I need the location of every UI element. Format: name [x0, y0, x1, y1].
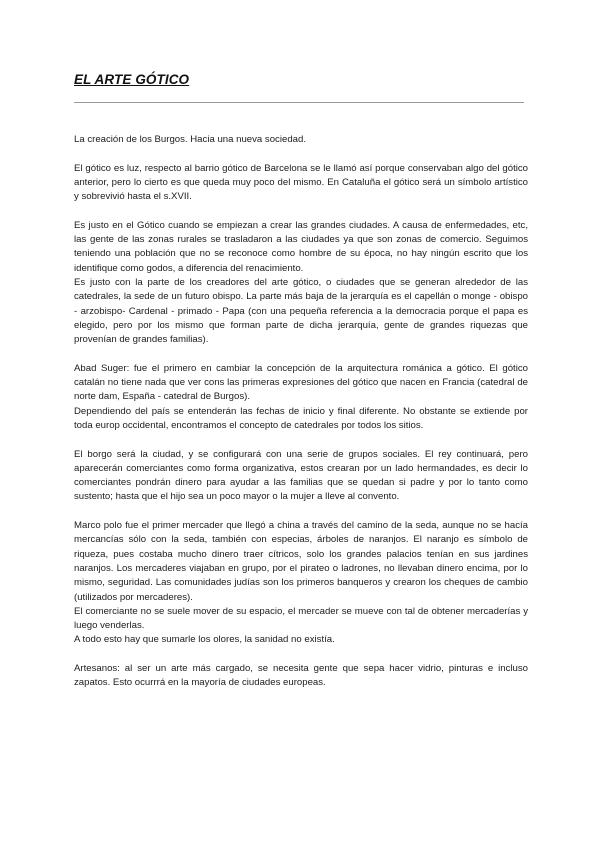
title-divider: [74, 102, 524, 103]
paragraph-olores: A todo esto hay que sumarle los olores, la sanidad no existía.: [74, 634, 335, 646]
paragraph-gotico-luz: El gótico es luz, respecto al barrio gótico de Barcelona se le llamó así porque conservaban algo del gótico anterior, pero lo cierto es que queda muy poco del mismo. En Cataluña el gótico será un símbolo artístico y sobrevivió hasta el s.XVII.: [74, 162, 528, 203]
paragraph-artesanos: Artesanos: al ser un arte más cargado, se necesita gente que sepa hacer vidrio, pinturas e incluso zapatos. Esto ocurrrá en la mayoría de ciudades europeas.: [74, 662, 528, 689]
document-body: [74, 133, 528, 691]
paragraph-jerarquia: Es justo con la parte de los creadores del arte gótico, o ciudades que se generan alrededor de las catedrales, la sede de un futuro obispo. La parte más baja de la jerarquía es el capellán o monge - obispo - arzobispo- Cardenal - primado - Papa (con una pequeña referencia a la democracia porque el papa es elegido, pero por los mismo que forman parte de dicha jerarquía, gente de grandes riquezas que provenían de grandes familias).: [74, 276, 528, 346]
paragraph-ciudades: Es justo en el Gótico cuando se empiezan a crear las grandes ciudades. A causa de enfermedades, etc, las gente de las zonas rurales se trasladaron a las ciudades ya que son zonas de comercio. Seguimos teniendo una población que no se reconoce como hombre de su época, no hay ningún escrito que los identifique como godos, a diferencia del renacimiento.: [74, 219, 528, 274]
page-title: EL ARTE GÓTICO: [74, 72, 190, 87]
paragraph-abad-suger: Abad Suger: fue el primero en cambiar la concepción de la arquitectura románica a gótico. El gótico catalán no tiene nada que ver cons las primeras expresiones del gótico que nacen en Francia (catedral de norte dam, España - catedral de Burgos).: [74, 362, 528, 403]
paragraph-borgo: El borgo será la ciudad, y se configurará con una serie de grupos sociales. El rey continuará, pero aparecerán comerciantes como forma organizativa, estos crearan por un lado hermandades, es decir lo comerciantes pondrán dinero para ayudar a las familias que se quedan si padre y por lo tanto como sustento; hasta que el hijo sea un poco mayor o la mujer a lleve al convento.: [74, 448, 528, 503]
paragraph-fechas: Dependiendo del país se entenderán las fechas de inicio y final diferente. No obstante se extiende por toda europ occidental, encontramos el concepto de catedrales por todos los sitios.: [74, 405, 528, 431]
paragraph-comerciante: El comerciante no se suele mover de su espacio, el mercader se mueve con tal de obtener mercaderías y luego venderlas.: [74, 605, 528, 632]
paragraph-marco-polo: Marco polo fue el primer mercader que llegó a china a través del camino de la seda, aunque no se hacía mercancías sólo con la seda, también con especias, árboles de naranjos. El naranjo es símbolo de riqueza, pues costaba mucho dinero traer cítricos, solo los grandes palacios tenían en sus jardines naranjos. Los mercaderes viajaban en grupo, por el pirateo o ladrones, no llevaban dinero encima, por lo mismo, seguridad. Las comunidades judías son los primeros banqueros y crearon los cheques de cambio (utilizados por mercaderes).: [74, 520, 528, 603]
paragraph-subtitle: La creación de los Burgos. Hacia una nueva sociedad.: [74, 134, 306, 145]
